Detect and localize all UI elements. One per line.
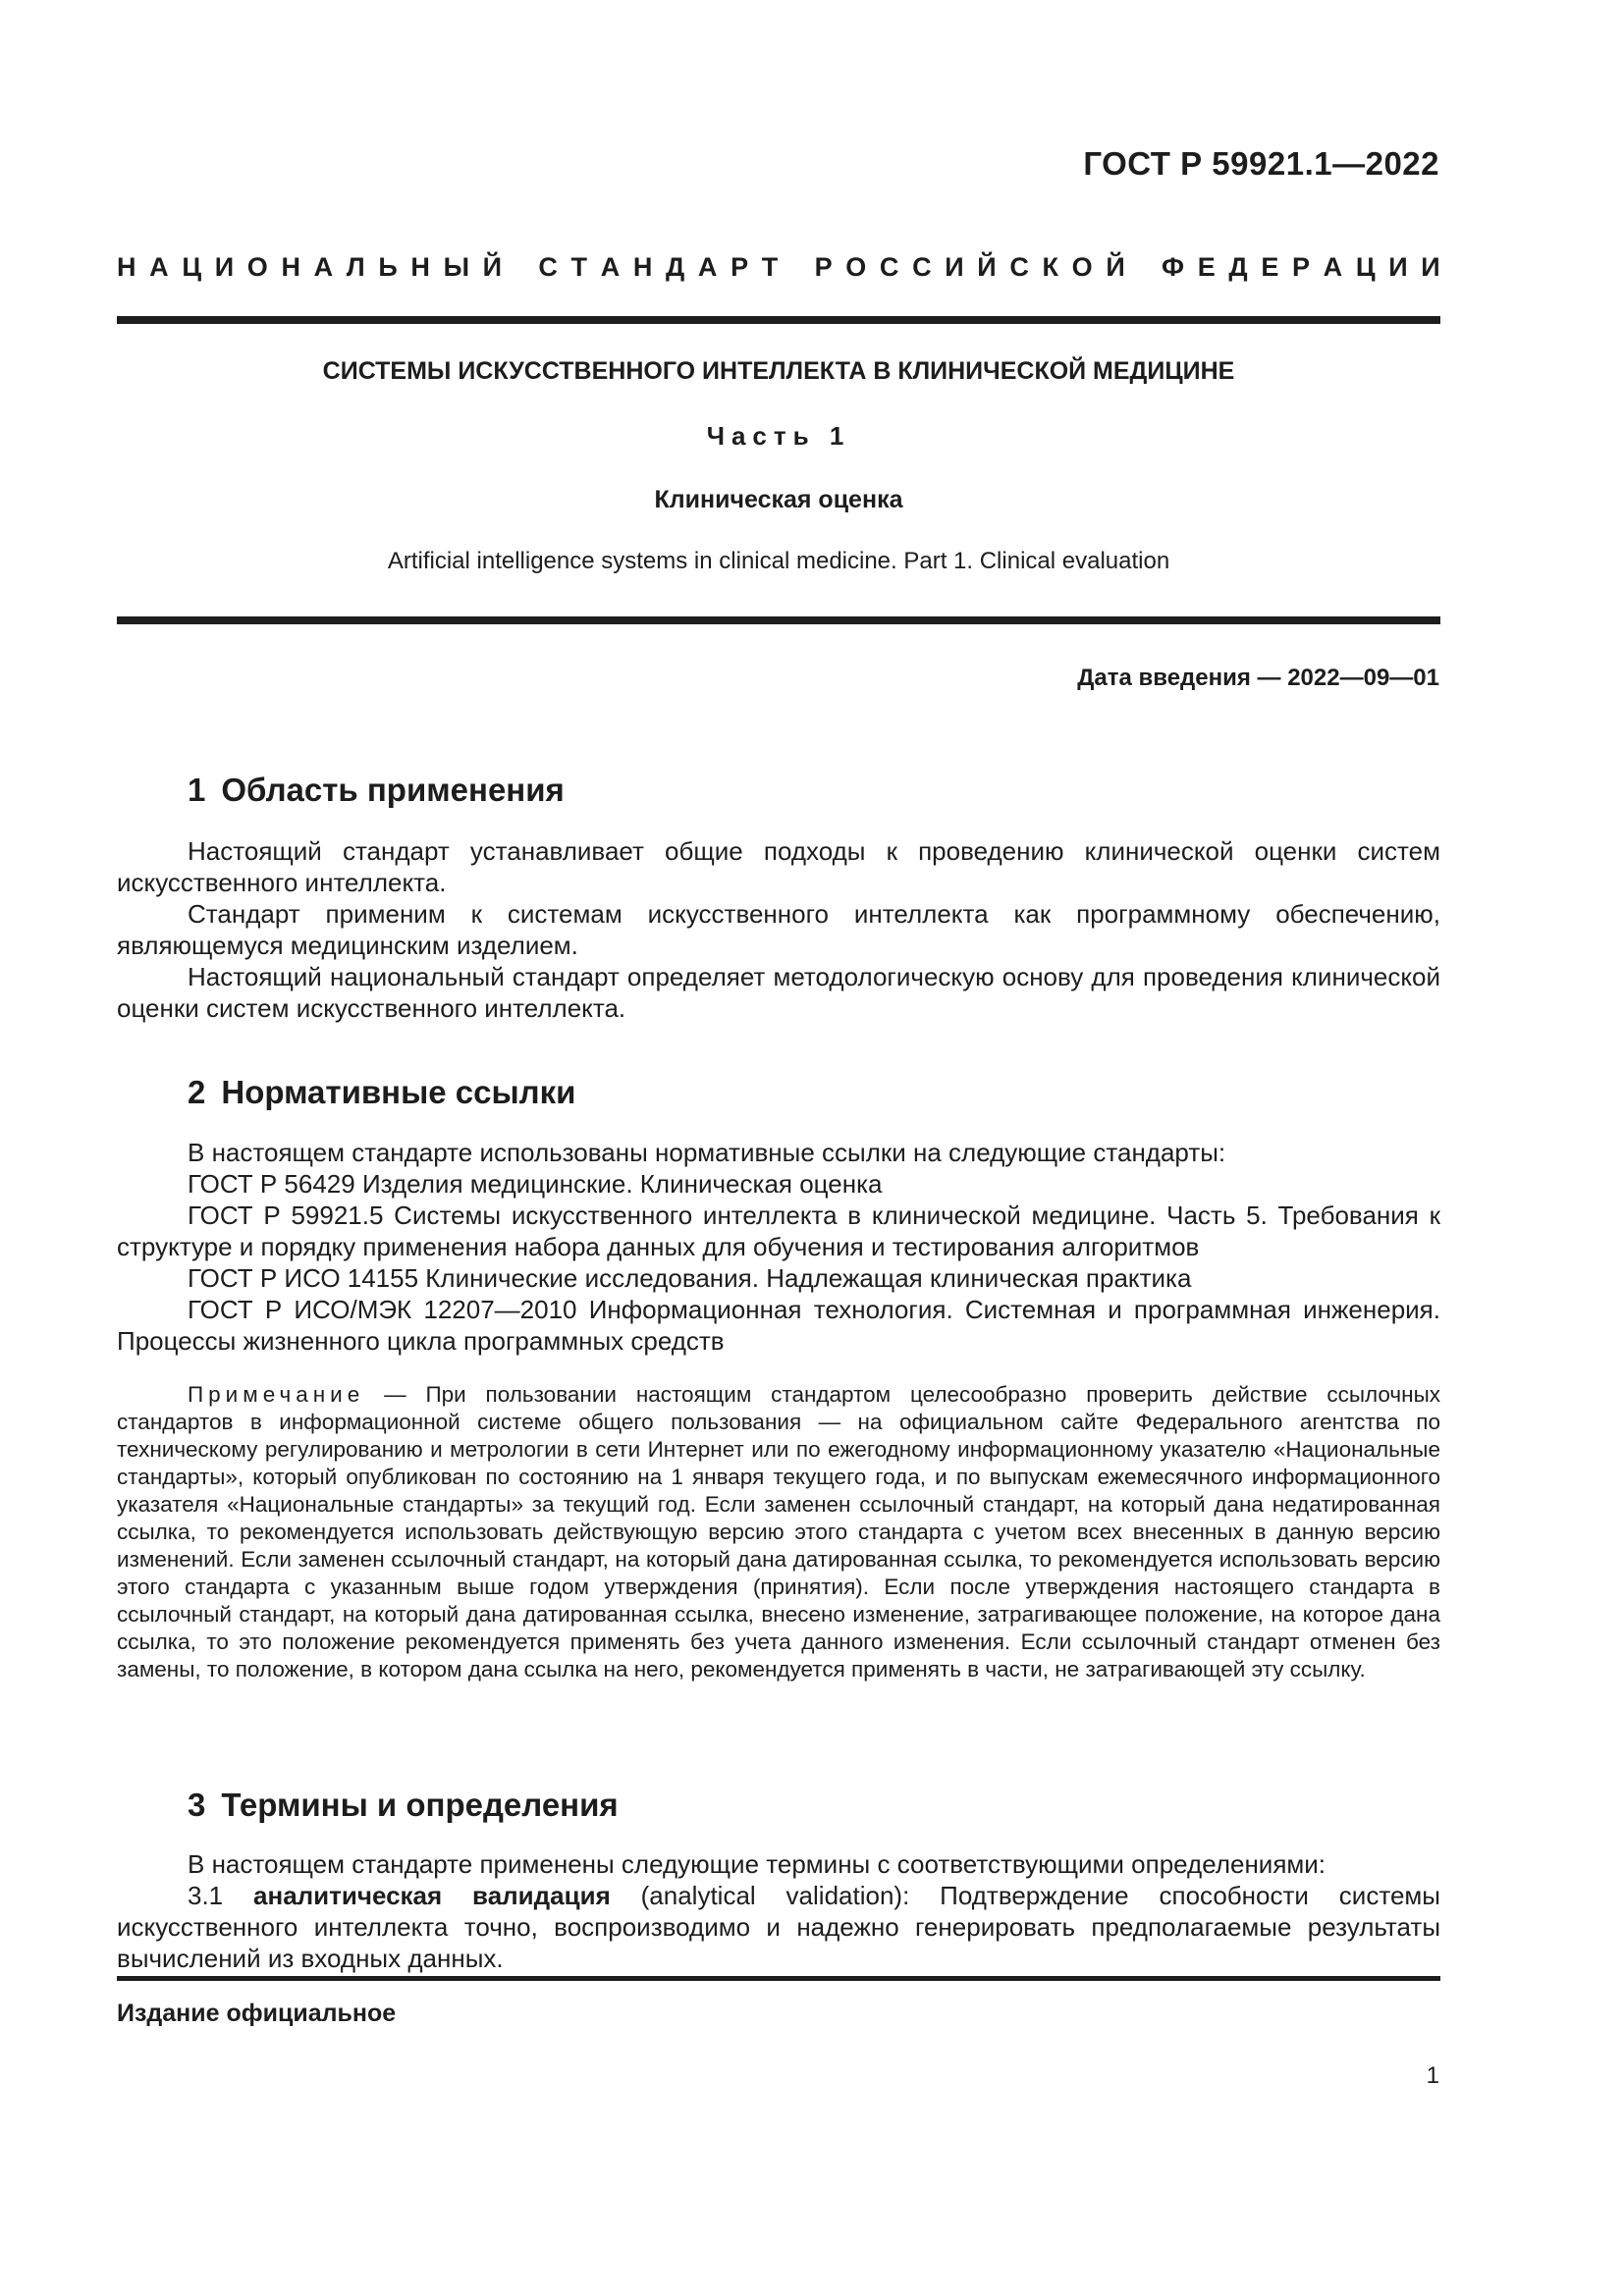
official-edition-label: Издание официальное [117,2000,397,2027]
heading-letter: Д [1228,252,1248,282]
section-1-heading [188,772,565,809]
reference-item: ГОСТ Р ИСО/МЭК 12207—2010 Информационная технология. Системная и программная инженерия. Процессы жизненного цикла программных средств [117,1295,1440,1356]
heading-letter: С [912,252,932,282]
heading-letter: И [1421,252,1440,282]
term-definition-text: Подтверждение способности системы искусственного интеллекта точно, воспроизводимо и надежно генерировать предполагаемые результаты вычислений из входных данных. [117,1881,1440,1973]
heading-letter: О [845,252,867,282]
heading-letter: И [1388,252,1408,282]
heading-letter: Н [281,252,300,282]
heading-letter: Й [1106,252,1125,282]
word-gap [1138,252,1148,283]
heading-letter: Ы [443,252,470,282]
heading-letter: С [538,252,558,282]
heading-letter: Р [814,252,833,282]
paragraph: Настоящий стандарт устанавливает общие подходы к проведению клинической оценки систем искусственного интеллекта. [117,836,1440,897]
heading-letter: Ф [1162,252,1185,282]
reference-item: ГОСТ Р ИСО 14155 Клинические исследования. Надлежащая клиническая практика [188,1263,1192,1293]
heading-letter: Н [410,252,430,282]
reference-item: ГОСТ Р 59921.5 Системы искусственного интеллекта в клинической медицине. Часть 5. Требования к структуре и порядку применения набора данных для обучения и тестирования алгоритмов [117,1201,1440,1261]
section-title: Термины и определения [221,1787,619,1823]
top-rule [117,316,1440,324]
heading-letter: О [246,252,268,282]
heading-letter: Ц [1355,252,1376,282]
section-title: Область применения [221,772,565,808]
heading-letter: Е [1261,252,1279,282]
section-2-note [117,1381,1440,1683]
standard-title-ru: СИСТЕМЫ ИСКУССТВЕННОГО ИНТЕЛЛЕКТА В КЛИНИЧЕСКОЙ МЕДИЦИНЕ [322,357,1235,385]
term-english: (analytical validation): [640,1881,910,1910]
section-2-heading [188,1074,575,1111]
heading-letter: Р [731,252,749,282]
heading-letter: Ц [182,252,202,282]
heading-letter: А [313,252,334,282]
national-standard-heading [117,252,1440,283]
heading-letter: С [1009,252,1029,282]
section-number: 3 [188,1787,206,1823]
section-number: 1 [188,772,206,808]
note-text: — При пользовании настоящим стандартом целесообразно проверить действие ссылочных стандартов в информационной системе общего пользования — на официальном сайте Федерального агентства по техническому регулированию и метрологии в сети Интернет или по ежегодному информационному указателю «Национальные стандарты», который опубликован по состоянию на 1 января текущего года, и по выпускам ежемесячного информационного указателя «Национальные стандарты» за текущий год. Если заменен ссылочный стандарт, на который дана недатированная ссылка, то рекомендуется использовать действующую версию этого стандарта с учетом всех внесенных в данную версию изменений. Если заменен ссылочный стандарт, на который дана датированная ссылка, то рекомендуется использовать версию этого стандарта с указанным выше годом утверждения (принятия). Если после утверждения настоящего стандарта в ссылочный стандарт, на который дана датированная ссылка, внесено изменение, затрагивающее положение, на которое дана ссылка, то это положение рекомендуется применять без учета данного изменения. Если ссылочный стандарт отменен без замены, то положение, в котором дана ссылка на него, рекомендуется применять в части, не затрагивающей эту ссылку. [117,1382,1440,1682]
reference-item: ГОСТ Р 56429 Изделия медицинские. Клиническая оценка [188,1169,883,1199]
title-bottom-rule [117,616,1440,624]
paragraph: Стандарт применим к системам искусственного интеллекта как программному обеспечению, являющемуся медицинским изделием. [117,899,1440,960]
term-number: 3.1 [188,1881,224,1910]
heading-letter: О [1071,252,1093,282]
heading-letter: Д [666,252,685,282]
paragraph: Настоящий национальный стандарт определяет методологическую основу для проведения клинической оценки систем искусственного интеллекта. [117,962,1440,1023]
part-subtitle-ru: Клиническая оценка [654,486,903,513]
heading-letter: А [697,252,718,282]
heading-letter: И [945,252,964,282]
heading-letter: Й [977,252,997,282]
standard-title-en: Artificial intelligence systems in clinical medicine. Part 1. Clinical evaluation [387,548,1170,574]
heading-letter: Т [570,252,588,282]
section-3-body [117,1848,1440,1974]
introduction-date: Дата введения — 2022—09—01 [1077,665,1439,691]
page-number: 1 [1426,2062,1439,2089]
section-1-body [117,835,1440,1024]
section-number: 2 [188,1074,206,1110]
note-label: Примечание [188,1382,365,1407]
term-definition [117,1880,1440,1974]
section-3-heading [188,1787,619,1824]
paragraph: В настоящем стандарте использованы нормативные ссылки на следующие стандарты: [188,1138,1226,1167]
heading-letter: Й [482,252,503,282]
word-gap [515,252,525,283]
heading-letter: С [879,252,899,282]
heading-letter: Е [1197,252,1216,282]
heading-letter: Н [632,252,653,282]
section-title: Нормативные ссылки [221,1074,576,1110]
word-gap [791,252,801,283]
heading-letter: Л [346,252,365,282]
heading-letter: Т [761,252,779,282]
document-number: ГОСТ Р 59921.1—2022 [1083,145,1439,182]
heading-letter: А [1323,252,1343,282]
heading-letter: Ь [378,252,398,282]
part-label: Часть 1 [706,421,851,451]
paragraph: В настоящем стандарте применены следующие термины с соответствующими определениями: [188,1849,1326,1879]
heading-letter: К [1042,252,1058,282]
heading-letter: А [600,252,621,282]
term: аналитическая валидация [253,1881,611,1910]
section-2-body [117,1137,1440,1357]
heading-letter: А [149,252,169,282]
heading-letter: И [214,252,235,282]
footer-rule [117,1976,1440,1981]
heading-letter: Р [1291,252,1310,282]
heading-letter: Н [117,252,136,282]
